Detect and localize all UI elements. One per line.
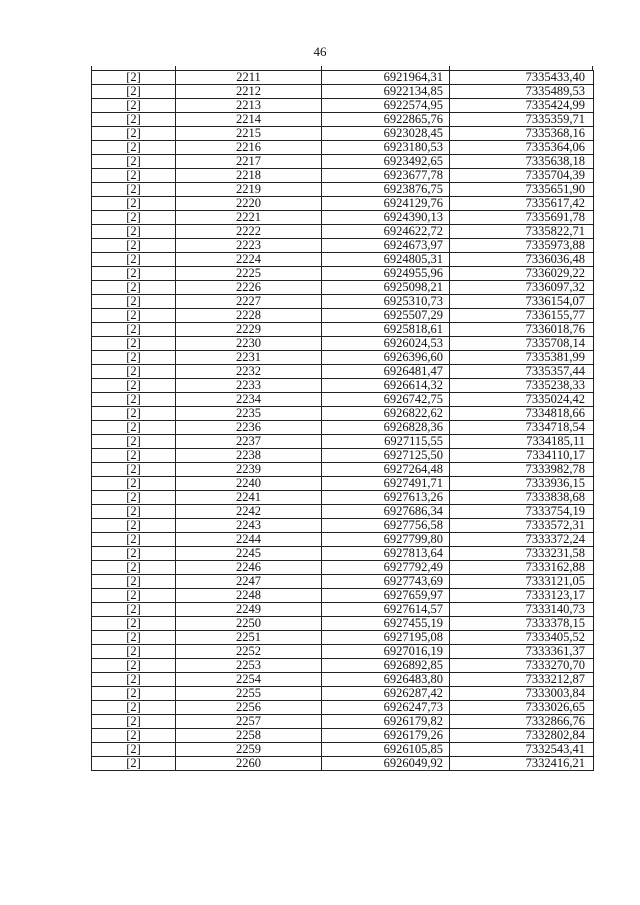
x-coordinate-cell: 6927613,26 [322, 491, 450, 505]
x-coordinate-cell: 6926822,62 [322, 407, 450, 421]
y-coordinate-cell: 7332802,84 [450, 729, 594, 743]
y-coordinate-cell: 7333123,17 [450, 589, 594, 603]
table-row [92, 701, 594, 715]
table-row [92, 505, 594, 519]
ref-cell: [2] [92, 155, 176, 169]
table-row [92, 337, 594, 351]
point-number-cell: 2222 [176, 225, 322, 239]
point-number-cell: 2239 [176, 463, 322, 477]
point-number-cell: 2252 [176, 645, 322, 659]
y-coordinate-cell: 7333140,73 [450, 603, 594, 617]
x-coordinate-cell: 6926481,47 [322, 365, 450, 379]
point-number-cell: 2256 [176, 701, 322, 715]
table-row [92, 309, 594, 323]
point-number-cell: 2236 [176, 421, 322, 435]
x-coordinate-cell: 6927195,08 [322, 631, 450, 645]
point-number-cell: 2243 [176, 519, 322, 533]
page-number: 46 [313, 44, 327, 59]
ref-cell: [2] [92, 491, 176, 505]
point-number-cell: 2215 [176, 127, 322, 141]
table-row [92, 267, 594, 281]
coordinates-table-body [92, 71, 594, 771]
x-coordinate-cell: 6925098,21 [322, 281, 450, 295]
table-row [92, 659, 594, 673]
point-number-cell: 2212 [176, 85, 322, 99]
point-number-cell: 2241 [176, 491, 322, 505]
point-number-cell: 2250 [176, 617, 322, 631]
x-coordinate-cell: 6926828,36 [322, 421, 450, 435]
x-coordinate-cell: 6927799,80 [322, 533, 450, 547]
y-coordinate-cell: 7334110,17 [450, 449, 594, 463]
ref-cell: [2] [92, 337, 176, 351]
ref-cell: [2] [92, 505, 176, 519]
y-coordinate-cell: 7333838,68 [450, 491, 594, 505]
ref-cell: [2] [92, 547, 176, 561]
y-coordinate-cell: 7336018,76 [450, 323, 594, 337]
point-number-cell: 2233 [176, 379, 322, 393]
y-coordinate-cell: 7335822,71 [450, 225, 594, 239]
ref-cell: [2] [92, 225, 176, 239]
x-coordinate-cell: 6924129,76 [322, 197, 450, 211]
y-coordinate-cell: 7334818,66 [450, 407, 594, 421]
point-number-cell: 2244 [176, 533, 322, 547]
ref-cell: [2] [92, 309, 176, 323]
y-coordinate-cell: 7336097,32 [450, 281, 594, 295]
x-coordinate-cell: 6927264,48 [322, 463, 450, 477]
y-coordinate-cell: 7335359,71 [450, 113, 594, 127]
x-coordinate-cell: 6926105,85 [322, 743, 450, 757]
x-coordinate-cell: 6926742,75 [322, 393, 450, 407]
y-coordinate-cell: 7335364,06 [450, 141, 594, 155]
table-row [92, 729, 594, 743]
ref-cell: [2] [92, 169, 176, 183]
x-coordinate-cell: 6925507,29 [322, 309, 450, 323]
ref-cell: [2] [92, 365, 176, 379]
y-coordinate-cell: 7335433,40 [450, 71, 594, 85]
x-coordinate-cell: 6927016,19 [322, 645, 450, 659]
point-number-cell: 2242 [176, 505, 322, 519]
x-coordinate-cell: 6923492,65 [322, 155, 450, 169]
x-coordinate-cell: 6923028,45 [322, 127, 450, 141]
y-coordinate-cell: 7335638,18 [450, 155, 594, 169]
point-number-cell: 2228 [176, 309, 322, 323]
ref-cell: [2] [92, 435, 176, 449]
table-row [92, 113, 594, 127]
y-coordinate-cell: 7335368,16 [450, 127, 594, 141]
point-number-cell: 2221 [176, 211, 322, 225]
ref-cell: [2] [92, 715, 176, 729]
table-row [92, 631, 594, 645]
ref-cell: [2] [92, 603, 176, 617]
x-coordinate-cell: 6927756,58 [322, 519, 450, 533]
x-coordinate-cell: 6926614,32 [322, 379, 450, 393]
table-row [92, 197, 594, 211]
y-coordinate-cell: 7333378,15 [450, 617, 594, 631]
y-coordinate-cell: 7335691,78 [450, 211, 594, 225]
ref-cell: [2] [92, 393, 176, 407]
x-coordinate-cell: 6926892,85 [322, 659, 450, 673]
table-row [92, 757, 594, 771]
ref-cell: [2] [92, 295, 176, 309]
point-number-cell: 2230 [176, 337, 322, 351]
y-coordinate-cell: 7334718,54 [450, 421, 594, 435]
point-number-cell: 2229 [176, 323, 322, 337]
y-coordinate-cell: 7335424,99 [450, 99, 594, 113]
x-coordinate-cell: 6927614,57 [322, 603, 450, 617]
ref-cell: [2] [92, 183, 176, 197]
ref-cell: [2] [92, 477, 176, 491]
table-row [92, 169, 594, 183]
ref-cell: [2] [92, 351, 176, 365]
point-number-cell: 2213 [176, 99, 322, 113]
ref-cell: [2] [92, 463, 176, 477]
table-row [92, 547, 594, 561]
ref-cell: [2] [92, 141, 176, 155]
table-row [92, 603, 594, 617]
table-row [92, 211, 594, 225]
point-number-cell: 2217 [176, 155, 322, 169]
point-number-cell: 2254 [176, 673, 322, 687]
point-number-cell: 2223 [176, 239, 322, 253]
ref-cell: [2] [92, 239, 176, 253]
table-row [92, 281, 594, 295]
ref-cell: [2] [92, 253, 176, 267]
point-number-cell: 2234 [176, 393, 322, 407]
y-coordinate-cell: 7333361,37 [450, 645, 594, 659]
ref-cell: [2] [92, 267, 176, 281]
point-number-cell: 2227 [176, 295, 322, 309]
y-coordinate-cell: 7333572,31 [450, 519, 594, 533]
point-number-cell: 2259 [176, 743, 322, 757]
y-coordinate-cell: 7333982,78 [450, 463, 594, 477]
table-row [92, 575, 594, 589]
ref-cell: [2] [92, 113, 176, 127]
y-coordinate-cell: 7333162,88 [450, 561, 594, 575]
table-row [92, 323, 594, 337]
table-row [92, 85, 594, 99]
y-coordinate-cell: 7336029,22 [450, 267, 594, 281]
point-number-cell: 2245 [176, 547, 322, 561]
x-coordinate-cell: 6927792,49 [322, 561, 450, 575]
point-number-cell: 2247 [176, 575, 322, 589]
x-coordinate-cell: 6924955,96 [322, 267, 450, 281]
ref-cell: [2] [92, 659, 176, 673]
coordinates-table [91, 70, 594, 771]
point-number-cell: 2232 [176, 365, 322, 379]
y-coordinate-cell: 7333003,84 [450, 687, 594, 701]
table-row [92, 533, 594, 547]
ref-cell: [2] [92, 701, 176, 715]
point-number-cell: 2211 [176, 71, 322, 85]
point-number-cell: 2249 [176, 603, 322, 617]
table-row [92, 435, 594, 449]
y-coordinate-cell: 7333754,19 [450, 505, 594, 519]
point-number-cell: 2237 [176, 435, 322, 449]
table-row [92, 407, 594, 421]
table-row [92, 155, 594, 169]
ref-cell: [2] [92, 561, 176, 575]
table-row [92, 379, 594, 393]
ref-cell: [2] [92, 589, 176, 603]
table-row [92, 351, 594, 365]
y-coordinate-cell: 7336154,07 [450, 295, 594, 309]
ref-cell: [2] [92, 85, 176, 99]
point-number-cell: 2260 [176, 757, 322, 771]
x-coordinate-cell: 6926179,26 [322, 729, 450, 743]
point-number-cell: 2248 [176, 589, 322, 603]
y-coordinate-cell: 7335357,44 [450, 365, 594, 379]
ref-cell: [2] [92, 645, 176, 659]
point-number-cell: 2240 [176, 477, 322, 491]
y-coordinate-cell: 7333212,87 [450, 673, 594, 687]
ref-cell: [2] [92, 127, 176, 141]
y-coordinate-cell: 7334185,11 [450, 435, 594, 449]
x-coordinate-cell: 6927125,50 [322, 449, 450, 463]
x-coordinate-cell: 6927491,71 [322, 477, 450, 491]
y-coordinate-cell: 7335651,90 [450, 183, 594, 197]
point-number-cell: 2251 [176, 631, 322, 645]
table-row [92, 253, 594, 267]
ref-cell: [2] [92, 729, 176, 743]
x-coordinate-cell: 6927455,19 [322, 617, 450, 631]
x-coordinate-cell: 6925310,73 [322, 295, 450, 309]
x-coordinate-cell: 6927813,64 [322, 547, 450, 561]
x-coordinate-cell: 6923677,78 [322, 169, 450, 183]
table-row [92, 645, 594, 659]
table-row [92, 743, 594, 757]
y-coordinate-cell: 7335024,42 [450, 393, 594, 407]
point-number-cell: 2216 [176, 141, 322, 155]
point-number-cell: 2235 [176, 407, 322, 421]
ref-cell: [2] [92, 673, 176, 687]
x-coordinate-cell: 6927686,34 [322, 505, 450, 519]
table-row [92, 491, 594, 505]
table-row [92, 617, 594, 631]
y-coordinate-cell: 7335973,88 [450, 239, 594, 253]
ref-cell: [2] [92, 71, 176, 85]
table-row [92, 71, 594, 85]
ref-cell: [2] [92, 519, 176, 533]
ref-cell: [2] [92, 281, 176, 295]
table-row [92, 463, 594, 477]
table-row [92, 127, 594, 141]
y-coordinate-cell: 7333121,05 [450, 575, 594, 589]
x-coordinate-cell: 6926483,80 [322, 673, 450, 687]
table-row [92, 519, 594, 533]
y-coordinate-cell: 7332416,21 [450, 757, 594, 771]
y-coordinate-cell: 7332543,41 [450, 743, 594, 757]
table-row [92, 715, 594, 729]
y-coordinate-cell: 7333026,65 [450, 701, 594, 715]
x-coordinate-cell: 6927115,55 [322, 435, 450, 449]
table-row [92, 99, 594, 113]
ref-cell: [2] [92, 617, 176, 631]
y-coordinate-cell: 7335708,14 [450, 337, 594, 351]
y-coordinate-cell: 7335704,39 [450, 169, 594, 183]
x-coordinate-cell: 6924673,97 [322, 239, 450, 253]
x-coordinate-cell: 6922574,95 [322, 99, 450, 113]
ref-cell: [2] [92, 575, 176, 589]
ref-cell: [2] [92, 533, 176, 547]
y-coordinate-cell: 7333270,70 [450, 659, 594, 673]
table-row [92, 561, 594, 575]
table-row [92, 673, 594, 687]
ref-cell: [2] [92, 99, 176, 113]
point-number-cell: 2226 [176, 281, 322, 295]
table-row [92, 225, 594, 239]
ref-cell: [2] [92, 197, 176, 211]
ref-cell: [2] [92, 631, 176, 645]
point-number-cell: 2225 [176, 267, 322, 281]
point-number-cell: 2218 [176, 169, 322, 183]
x-coordinate-cell: 6926287,42 [322, 687, 450, 701]
x-coordinate-cell: 6924390,13 [322, 211, 450, 225]
ref-cell: [2] [92, 211, 176, 225]
ref-cell: [2] [92, 407, 176, 421]
ref-cell: [2] [92, 757, 176, 771]
point-number-cell: 2255 [176, 687, 322, 701]
y-coordinate-cell: 7336155,77 [450, 309, 594, 323]
x-coordinate-cell: 6926179,82 [322, 715, 450, 729]
y-coordinate-cell: 7333405,52 [450, 631, 594, 645]
y-coordinate-cell: 7336036,48 [450, 253, 594, 267]
x-coordinate-cell: 6925818,61 [322, 323, 450, 337]
table-row [92, 141, 594, 155]
table-row [92, 687, 594, 701]
point-number-cell: 2258 [176, 729, 322, 743]
table-row [92, 477, 594, 491]
y-coordinate-cell: 7335617,42 [450, 197, 594, 211]
x-coordinate-cell: 6924805,31 [322, 253, 450, 267]
x-coordinate-cell: 6926024,53 [322, 337, 450, 351]
y-coordinate-cell: 7335238,33 [450, 379, 594, 393]
table-row [92, 295, 594, 309]
y-coordinate-cell: 7333372,24 [450, 533, 594, 547]
y-coordinate-cell: 7332866,76 [450, 715, 594, 729]
ref-cell: [2] [92, 687, 176, 701]
point-number-cell: 2253 [176, 659, 322, 673]
x-coordinate-cell: 6923876,75 [322, 183, 450, 197]
table-row [92, 421, 594, 435]
ref-cell: [2] [92, 323, 176, 337]
y-coordinate-cell: 7333231,58 [450, 547, 594, 561]
x-coordinate-cell: 6926247,73 [322, 701, 450, 715]
table-row [92, 365, 594, 379]
ref-cell: [2] [92, 449, 176, 463]
table-row [92, 183, 594, 197]
ref-cell: [2] [92, 379, 176, 393]
point-number-cell: 2220 [176, 197, 322, 211]
x-coordinate-cell: 6922134,85 [322, 85, 450, 99]
table-row [92, 393, 594, 407]
y-coordinate-cell: 7335381,99 [450, 351, 594, 365]
point-number-cell: 2231 [176, 351, 322, 365]
x-coordinate-cell: 6927659,97 [322, 589, 450, 603]
y-coordinate-cell: 7335489,53 [450, 85, 594, 99]
ref-cell: [2] [92, 421, 176, 435]
x-coordinate-cell: 6922865,76 [322, 113, 450, 127]
table-row [92, 239, 594, 253]
table-row [92, 589, 594, 603]
x-coordinate-cell: 6926049,92 [322, 757, 450, 771]
point-number-cell: 2214 [176, 113, 322, 127]
x-coordinate-cell: 6926396,60 [322, 351, 450, 365]
point-number-cell: 2238 [176, 449, 322, 463]
x-coordinate-cell: 6924622,72 [322, 225, 450, 239]
x-coordinate-cell: 6923180,53 [322, 141, 450, 155]
x-coordinate-cell: 6921964,31 [322, 71, 450, 85]
ref-cell: [2] [92, 743, 176, 757]
table-row [92, 449, 594, 463]
x-coordinate-cell: 6927743,69 [322, 575, 450, 589]
point-number-cell: 2224 [176, 253, 322, 267]
point-number-cell: 2219 [176, 183, 322, 197]
point-number-cell: 2246 [176, 561, 322, 575]
y-coordinate-cell: 7333936,15 [450, 477, 594, 491]
point-number-cell: 2257 [176, 715, 322, 729]
